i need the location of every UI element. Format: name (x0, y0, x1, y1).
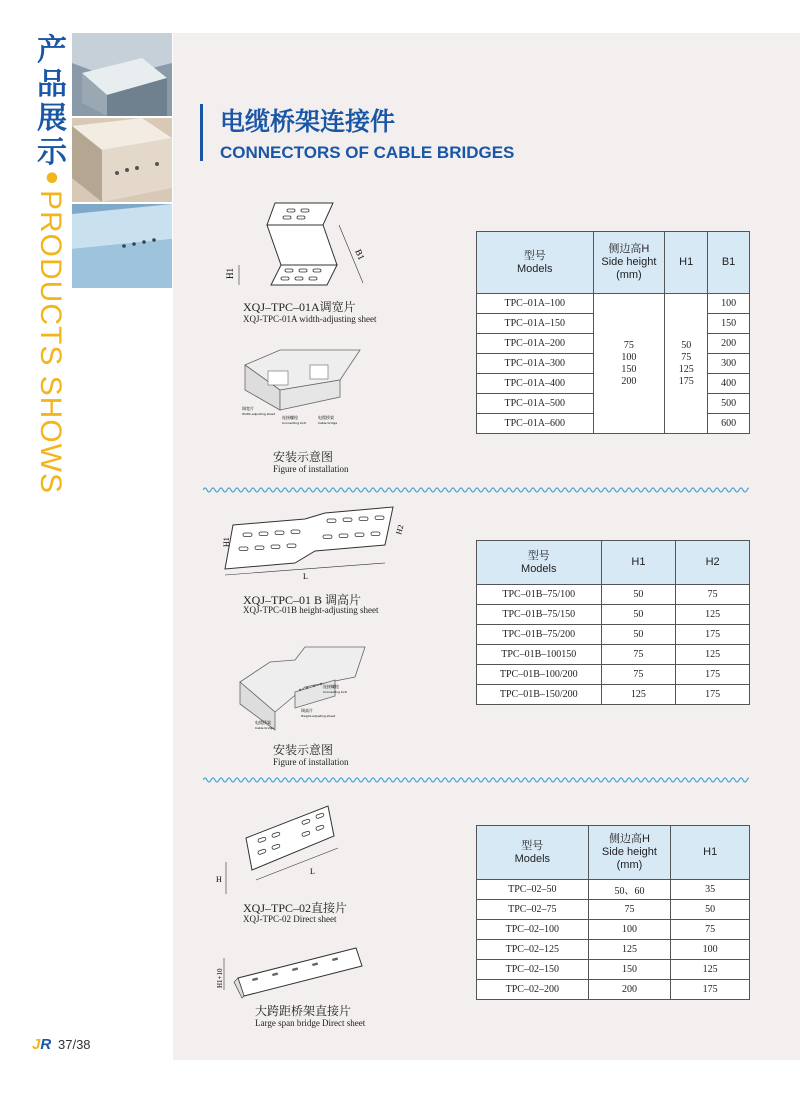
table-cell: TPC–01A–400 (477, 374, 594, 394)
sidebar-title-english: PRODUCTS SHOWS (34, 190, 67, 495)
install-caption-en: Figure of installation (273, 757, 349, 767)
table-header: H2 (676, 541, 750, 585)
table-cell: 150 (588, 960, 671, 980)
table-cell: 125 (676, 605, 750, 625)
table-cell: 50 (601, 605, 676, 625)
install-label-bolt: 连接螺栓 (323, 684, 339, 689)
table-cell: TPC–01A–300 (477, 354, 594, 374)
spec-table-01a (476, 231, 750, 434)
table-cell: TPC–01B–150/200 (477, 685, 602, 705)
diagram-label-h1: H1 (222, 537, 231, 547)
height-adjusting-install-diagram (235, 632, 375, 732)
sidebar-title-char: 展 (37, 101, 67, 136)
table-cell: TPC–01B–75/100 (477, 585, 602, 605)
install-label-bridge: 电缆桥架 (255, 720, 271, 725)
table-cell: 50 (601, 585, 676, 605)
install-label-adjust: 调高片 (301, 708, 313, 713)
large-span-direct-sheet-diagram (212, 938, 372, 1000)
install-label-bolt-en: Connecting bolt (282, 421, 306, 425)
brand-logo-letter: R (40, 1036, 52, 1053)
table-cell: TPC–02–100 (477, 920, 589, 940)
height-adjusting-caption-cn: XQJ–TPC–01 B 调高片 (243, 593, 362, 607)
heading-accent-bar (200, 104, 203, 161)
product-photo-3 (72, 204, 172, 288)
table-cell: TPC–01A–150 (477, 314, 594, 334)
table-cell: 175 (676, 665, 750, 685)
width-adjusting-caption-en: XQJ-TPC-01A width-adjusting sheet (243, 314, 377, 324)
table-header: 型号 Models (477, 232, 594, 294)
install-label-bridge-en: Cable bridge (318, 421, 338, 425)
section-divider-wave (203, 486, 749, 494)
diagram-label-h-plus: H1+10 (216, 968, 224, 988)
diagram-label-h: H (216, 875, 222, 884)
install-caption-en: Figure of installation (273, 464, 349, 474)
diagram-label-h1: H1 (225, 268, 235, 279)
page-number: 37/38 (58, 1037, 91, 1052)
table-cell: TPC–01A–500 (477, 394, 594, 414)
table-cell: 200 (588, 980, 671, 1000)
table-header: H1 (601, 541, 676, 585)
diagram-label-l: L (310, 867, 315, 876)
install-caption-cn: 安装示意图 (273, 450, 334, 464)
direct-sheet-caption-cn: XQJ–TPC–02直接片 (243, 901, 348, 915)
height-adjusting-caption-en: XQJ-TPC-01B height-adjusting sheet (243, 605, 379, 615)
table-cell: TPC–01A–600 (477, 414, 594, 434)
sidebar-title-char: 产 (37, 33, 67, 68)
table-header: 侧边高H Side height (mm) (588, 826, 671, 880)
table-header: 型号 Models (477, 541, 602, 585)
width-adjusting-sheet-diagram (225, 195, 385, 295)
sidebar-title-dot: • (42, 162, 62, 197)
table-cell: 175 (676, 685, 750, 705)
table-cell: TPC–01B–75/200 (477, 625, 602, 645)
height-adjusting-sheet-diagram (215, 505, 415, 590)
table-cell: TPC–02–50 (477, 880, 589, 900)
table-header: H1 (671, 826, 750, 880)
install-label-bolt: 连接螺栓 (282, 415, 298, 420)
table-cell: TPC–02–150 (477, 960, 589, 980)
table-cell: 50 (601, 625, 676, 645)
sidebar-title-char: 品 (37, 67, 67, 102)
table-cell: 75 (676, 585, 750, 605)
table-cell: TPC–01B–75/150 (477, 605, 602, 625)
install-label-adjust-en: Width-adjusting sheet (242, 412, 275, 416)
install-label-bridge: 电缆桥架 (318, 415, 334, 420)
table-cell: TPC–02–200 (477, 980, 589, 1000)
table-cell: 50、60 (588, 880, 671, 900)
brand-logo (32, 1036, 51, 1053)
table-cell: TPC–01B–100150 (477, 645, 602, 665)
table-cell: 125 (601, 685, 676, 705)
install-label-adjust-en: Height-adjusting sheet (301, 714, 336, 718)
table-cell: 35 (671, 880, 750, 900)
table-cell: 600 (708, 414, 750, 434)
table-cell: 100 (588, 920, 671, 940)
table-cell: 75 (588, 900, 671, 920)
table-cell: 75 (601, 665, 676, 685)
table-header: B1 (708, 232, 750, 294)
install-label-bridge-en: Cable bridge (255, 726, 275, 730)
sidebar-title (32, 33, 72, 197)
sidebar-title-char: 示 (37, 135, 67, 170)
install-label-adjust: 调宽片 (242, 406, 254, 411)
table-cell: 200 (708, 334, 750, 354)
table-cell: 400 (708, 374, 750, 394)
product-photo-2 (72, 118, 172, 202)
page-title-chinese: 电缆桥架连接件 (220, 107, 396, 136)
spec-table-01b (476, 540, 750, 705)
direct-sheet-caption-en: XQJ-TPC-02 Direct sheet (243, 914, 337, 924)
table-header: 型号 Models (477, 826, 589, 880)
width-adjusting-caption-cn: XQJ–TPC–01A调宽片 (243, 300, 356, 314)
diagram-label-h2: H2 (394, 523, 406, 536)
table-cell: 150 (708, 314, 750, 334)
table-cell: 300 (708, 354, 750, 374)
table-cell: 75 (671, 920, 750, 940)
table-cell: 125 (671, 960, 750, 980)
table-cell-merged: 50 75 125 175 (665, 294, 708, 434)
table-cell: 175 (671, 980, 750, 1000)
large-span-caption-en: Large span bridge Direct sheet (255, 1018, 366, 1028)
section-divider-wave (203, 776, 749, 784)
table-cell: 175 (676, 625, 750, 645)
table-cell: 125 (676, 645, 750, 665)
table-cell: 500 (708, 394, 750, 414)
table-cell: 100 (708, 294, 750, 314)
install-caption-cn: 安装示意图 (273, 743, 334, 757)
table-header: 侧边高H Side height (mm) (593, 232, 665, 294)
install-label-bolt-en: Connecting bolt (323, 690, 347, 694)
table-cell: TPC–01B–100/200 (477, 665, 602, 685)
page-title-english: CONNECTORS OF CABLE BRIDGES (220, 143, 515, 162)
width-adjusting-install-diagram (240, 335, 365, 425)
table-cell: 100 (671, 940, 750, 960)
direct-sheet-diagram (210, 798, 350, 903)
table-cell-merged: 75 100 150 200 (593, 294, 665, 434)
diagram-label-b1: B1 (353, 247, 367, 262)
table-cell: TPC–02–125 (477, 940, 589, 960)
table-cell: 50 (671, 900, 750, 920)
table-cell: TPC–02–75 (477, 900, 589, 920)
brand-logo-letter: J (32, 1036, 41, 1053)
large-span-caption-cn: 大跨距桥架直接片 (255, 1004, 352, 1018)
spec-table-02 (476, 825, 750, 1000)
diagram-label-l: L (303, 572, 308, 581)
table-cell: TPC–01A–100 (477, 294, 594, 314)
table-header: H1 (665, 232, 708, 294)
table-cell: 75 (601, 645, 676, 665)
product-photo-1 (72, 33, 172, 116)
table-cell: TPC–01A–200 (477, 334, 594, 354)
table-cell: 125 (588, 940, 671, 960)
